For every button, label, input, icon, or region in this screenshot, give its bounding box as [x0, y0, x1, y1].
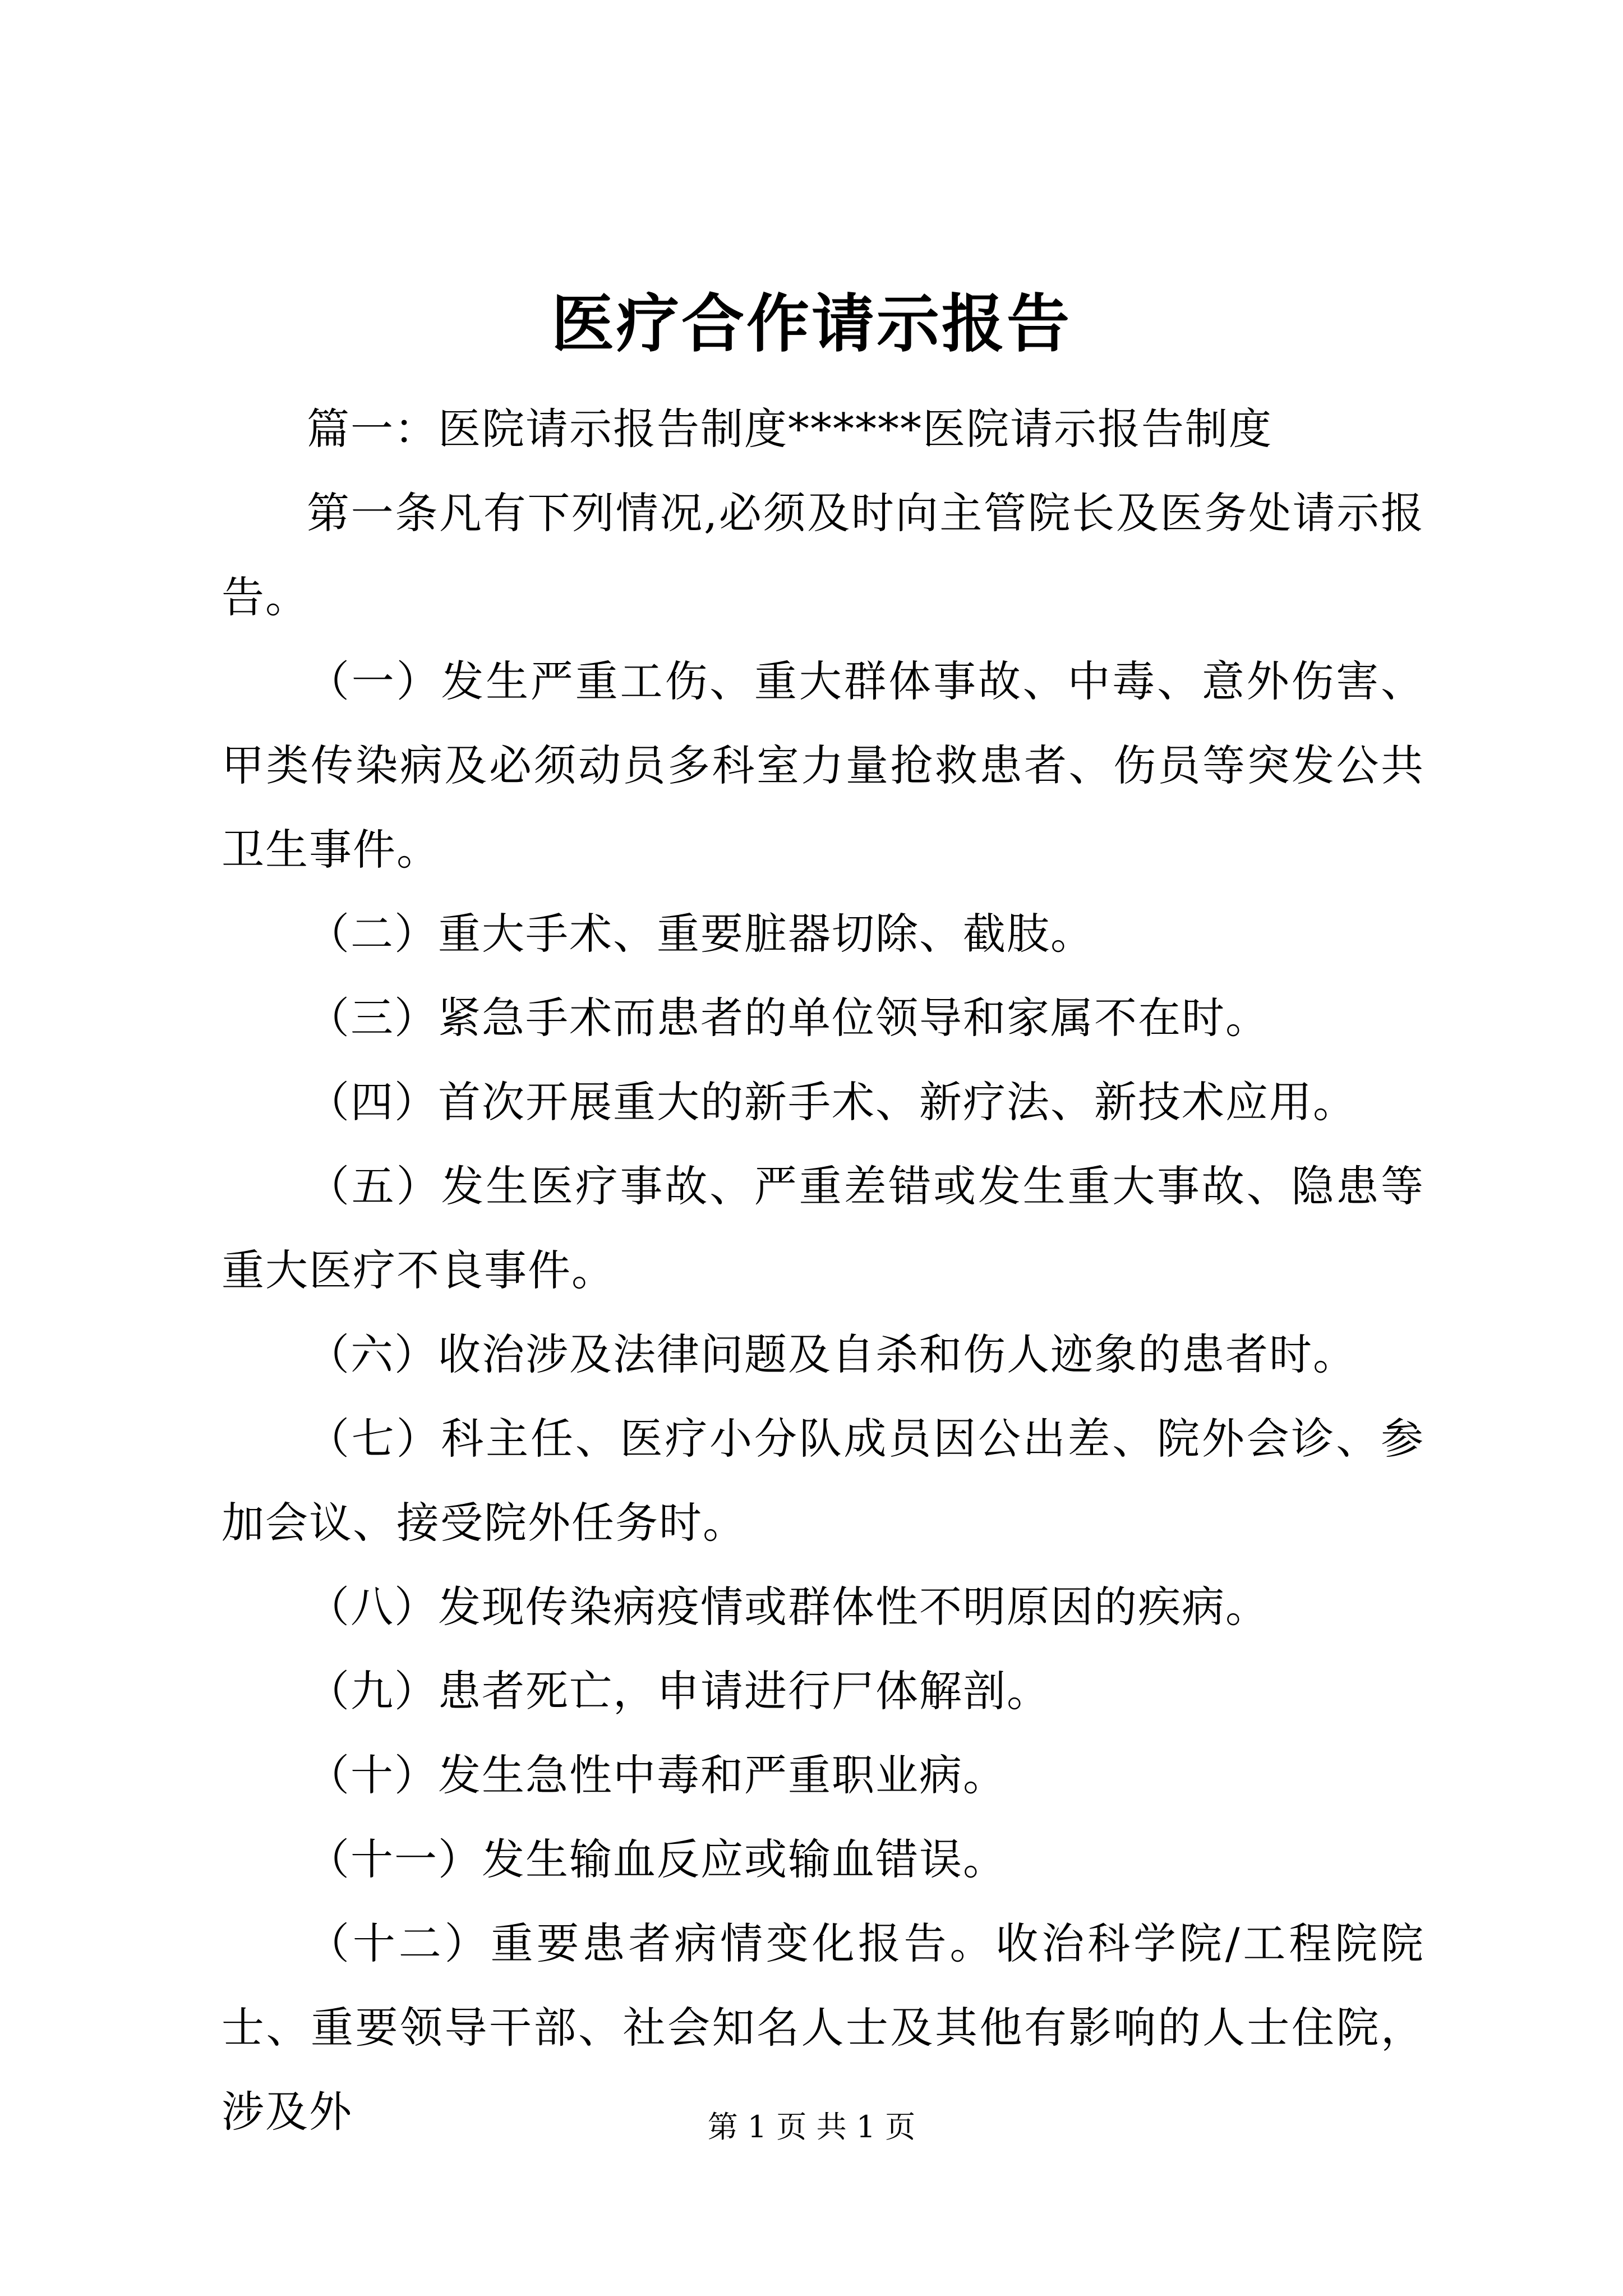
paragraph-item-1: （一）发生严重工伤、重大群体事故、中毒、意外伤害、甲类传染病及必须动员多科室力量抢救患者、伤员等突发公共卫生事件。 — [222, 656, 1424, 875]
paragraph-item-4: （四）首次开展重大的新手术、新疗法、新技术应用。 — [307, 1077, 1357, 1127]
page-footer: 第 1 页 共 1 页 — [707, 2109, 916, 2145]
paragraph-item-3: （三）紧急手术而患者的单位领导和家属不在时。 — [307, 993, 1269, 1043]
paragraph-item-12: （十二）重要患者病情变化报告。收治科学院/工程院院士、重要领导干部、社会知名人士及其他有影响的人士住院，涉及外 — [222, 1918, 1424, 2137]
document-body — [222, 387, 1424, 2154]
paragraph-item-11: （十一）发生输血反应或输血错误。 — [307, 1834, 1007, 1884]
paragraph-item-7: （七）科主任、医疗小分队成员因公出差、院外会诊、参加会议、接受院外任务时。 — [222, 1414, 1424, 1548]
paragraph-item-9: （九）患者死亡，申请进行尸体解剖。 — [307, 1666, 1050, 1716]
paragraph-item-2: （二）重大手术、重要脏器切除、截肢。 — [307, 909, 1094, 959]
paragraph-item-8: （八）发现传染病疫情或群体性不明原因的疾病。 — [307, 1582, 1269, 1632]
paragraph-article-1: 第一条凡有下列情况,必须及时向主管院长及医务处请示报告。 — [222, 488, 1424, 622]
document-title: 医疗合作请示报告 — [551, 287, 1072, 361]
paragraph-intro: 篇一：医院请示报告制度******医院请示报告制度 — [307, 404, 1272, 454]
paragraph-item-6: （六）收治涉及法律问题及自杀和伤人迹象的患者时。 — [307, 1329, 1357, 1379]
paragraph-item-10: （十）发生急性中毒和严重职业病。 — [307, 1750, 1007, 1800]
paragraph-item-5: （五）发生医疗事故、严重差错或发生重大事故、隐患等重大医疗不良事件。 — [222, 1161, 1424, 1295]
